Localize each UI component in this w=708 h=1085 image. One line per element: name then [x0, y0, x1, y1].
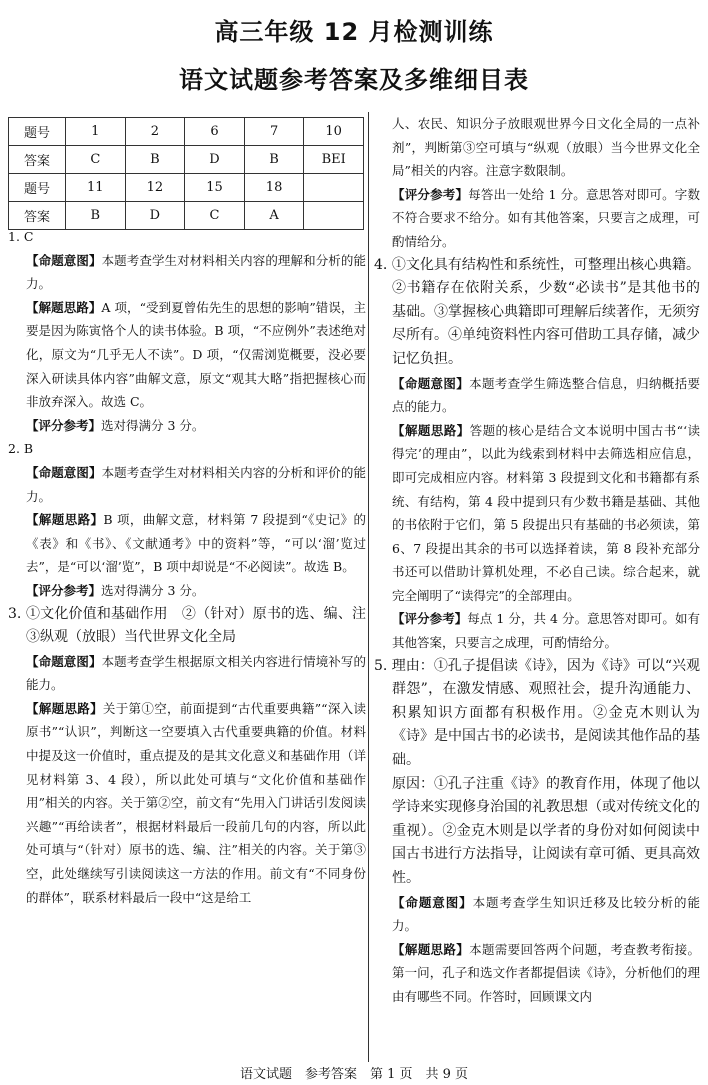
answer-text: 4. ①文化具有结构性和系统性，可整理出核心典籍。②书籍存在依附关系，少数“必读书”是其他书的基础。③掌握核心典籍即可理解后续著作，无须穷尽所有。④单纯资料性内容可借助工具存储，减少记忆负担。: [374, 256, 700, 367]
explanation-paragraph: [8, 414, 366, 438]
answer-table-row: [9, 118, 364, 146]
explanation-text: A 项，“受到夏曾佑先生的思想的影响”错误，主要是因为陈寅恪个人的读书体验。B 项，“不应例外”表述绝对化，原文为“几乎无人不读”。D 项，“仅需浏览概要，没必要深入研读具体内容”曲解文意，原文“观其大略”指把握核心而非放弃深入。故选 C。: [26, 299, 366, 410]
section-tag: 【评分参考】: [392, 611, 468, 627]
answer-table-cell: D: [185, 146, 245, 174]
answer-table-cell: B: [244, 146, 304, 174]
explanation-paragraph: [374, 891, 700, 938]
section-tag: 【解题思路】: [392, 422, 470, 438]
answer-table-cell: 6: [185, 118, 245, 146]
explanation-paragraph: [8, 508, 366, 579]
answer-table-row: [9, 174, 364, 202]
answer-table-cell: 12: [125, 174, 185, 202]
explanation-text: 选对得满分 3 分。: [101, 417, 205, 433]
explanation-text: 人、农民、知识分子放眼观世界今日文化全局的一点补剂”，判断第③空可填与“纵观（放眼）当今世界文化全局”相关的内容。注意字数限制。: [392, 116, 700, 179]
explanation-paragraph: [374, 183, 700, 254]
answer-table-cell: 1: [66, 118, 126, 146]
explanation-paragraph: [8, 650, 366, 697]
explanation-text: 原因：①孔子注重《诗》的教育作用，体现了他以学诗来实现修身治国的礼教思想（或对传统文化的重视）。②金克木则是以学者的身份对如何阅读中国古书进行方法指导，让阅读有章可循、更具高效性。: [392, 775, 700, 886]
answer-table-cell: C: [66, 146, 126, 174]
answer-table: [8, 117, 364, 230]
explanation-paragraph: [8, 461, 366, 508]
question-answer: [374, 655, 700, 773]
section-tag: 【命题意图】: [26, 464, 102, 480]
section-tag: 【解题思路】: [26, 700, 103, 716]
section-tag: 【解题思路】: [392, 941, 470, 957]
section-tag: 【命题意图】: [392, 894, 473, 910]
answer-table-header-cell: 题号: [9, 118, 66, 146]
explanation-text: 本题需要回答两个问题，考查教考衔接。第一问，孔子和选文作者都提倡读《诗》，分析他们的理由有哪些不同。作答时，回顾课文内: [392, 941, 700, 1004]
explanation-paragraph: [8, 579, 366, 603]
section-tag: 【解题思路】: [26, 512, 104, 528]
answer-table-cell: D: [125, 202, 185, 230]
explanation-paragraph: [374, 938, 700, 1009]
question-answer: [8, 437, 366, 461]
page-subtitle: 语文试题参考答案及多维细目表: [179, 66, 529, 94]
explanation-paragraph: [374, 372, 700, 419]
answer-table-header-cell: 答案: [9, 202, 66, 230]
explanation-text: 关于第①空，前面提到“古代重要典籍”“深入读原书”“认识”，判断这一空要填入古代重要典籍的价值。材料中提及这一价值时，重点提及的是其文化意义和基础作用（详见材料第 3、4 段），所以此处可填与“文化价值和基础作用”相关的内容。关于第②空，前文有“先用入门讲话引发阅读兴趣”“再给读者”，根据材料最后一段前几句的内容，所以此处可填与“（针对）原书的选、编、注”相关的内容。关于第③空，此处继续写引读阅读这一方法的作用。前文有“不同身份的群体”，联系材料最后一段中“这是给工: [26, 700, 366, 905]
section-tag: 【评分参考】: [26, 582, 102, 598]
answer-table-cell: B: [66, 202, 126, 230]
answer-text: 1. C: [8, 229, 34, 244]
page-footer: 语文试题 参考答案 第 1 页 共 9 页: [239, 1067, 469, 1082]
explanation-text: 每点 1 分，共 4 分。意思答对即可。如有其他答案，只要言之成理，可酌情给分。: [392, 611, 700, 651]
answer-text: 3. ①文化价值和基础作用 ②（针对）原书的选、编、注 ③纵观（放眼）当代世界文化全局: [8, 605, 380, 646]
page-title: 高三年级 12 月检测训练: [214, 18, 494, 46]
explanation-text: 本题考查学生知识迁移及比较分析的能力。: [392, 894, 700, 934]
explanation-paragraph: [374, 773, 700, 891]
answer-table-cell: 2: [125, 118, 185, 146]
section-tag: 【命题意图】: [26, 252, 102, 268]
answer-text: 2. B: [8, 441, 34, 457]
explanation-text: 本题考查学生对材料相关内容的分析和评价的能力。: [26, 464, 366, 504]
explanation-paragraph: [374, 607, 700, 654]
answer-table-header-cell: 题号: [9, 174, 66, 202]
question-answer: [374, 254, 700, 372]
question-answer: [8, 225, 366, 249]
answer-table-cell: A: [244, 202, 304, 230]
answer-table-row: [9, 146, 364, 174]
left-column: [8, 225, 380, 909]
explanation-text: 本题考查学生根据原文相关内容进行情境补写的能力。: [26, 653, 366, 693]
section-tag: 【评分参考】: [392, 186, 469, 202]
explanation-text: 答题的核心是结合文本说明中国古书“‘读得完’的理由”，以此为线索到材料中去筛选相应信息，即可完成相应内容。材料第 3 段提到文化和书籍都有系统、有结构，第 4 段中提到只有少数书籍是基础、其他的书依附于它们，第 5 段提出只有基础的书必须读，第 6、7 段提出其余的书可以选择着读，第 8 段补充部分书还可以借助计算机处理，不必自己读。综合起来，就完全阐明了“读得完”的全部理由。: [392, 422, 700, 603]
explanation-paragraph: [374, 419, 700, 608]
explanation-text: 本题考查学生筛选整合信息，归纳概括要点的能力。: [392, 375, 700, 415]
answer-table-cell: B: [125, 146, 185, 174]
answer-table-cell: 11: [66, 174, 126, 202]
answer-table-cell: 18: [244, 174, 304, 202]
answer-table-cell: BEI: [304, 146, 364, 174]
explanation-paragraph: [8, 249, 366, 296]
explanation-text: 本题考查学生对材料相关内容的理解和分析的能力。: [26, 252, 366, 292]
explanation-paragraph: [8, 697, 366, 909]
answer-table-cell: 15: [185, 174, 245, 202]
explanation-paragraph: [8, 296, 366, 414]
section-tag: 【命题意图】: [26, 653, 102, 669]
explanation-text: 选对得满分 3 分。: [101, 582, 205, 598]
answer-table-cell: 7: [244, 118, 304, 146]
answer-table-cell: [304, 174, 364, 202]
section-tag: 【解题思路】: [26, 299, 102, 315]
answer-table-cell: C: [185, 202, 245, 230]
section-tag: 【命题意图】: [392, 375, 470, 391]
explanation-text: B 项，曲解文意，材料第 7 段提到“《史记》的《表》和《书》、《文献通考》中的资料”等，“可以‘溜’览过去”，是“可以‘溜’览”，B 项中却说是“不必阅读”。故选 B。: [26, 512, 366, 575]
answer-text: 5. 理由：①孔子提倡读《诗》，因为《诗》可以“兴观群怨”，在激发情感、观照社会，提升沟通能力、积累知识方面都有积极作用。②金克木则认为《诗》是中国古书的必读书，是阅读其他作品的基础。: [374, 657, 700, 769]
column-divider: [368, 112, 369, 1062]
explanation-text: 每答出一处给 1 分。意思答对即可。字数不符合要求不给分。如有其他答案，只要言之成理，可酌情给分。: [392, 186, 700, 249]
explanation-paragraph: [374, 112, 700, 183]
question-answer: [8, 603, 380, 650]
right-column: [374, 112, 700, 1009]
section-tag: 【评分参考】: [26, 417, 102, 433]
answer-table-header-cell: 答案: [9, 146, 66, 174]
answer-table-cell: 10: [304, 118, 364, 146]
